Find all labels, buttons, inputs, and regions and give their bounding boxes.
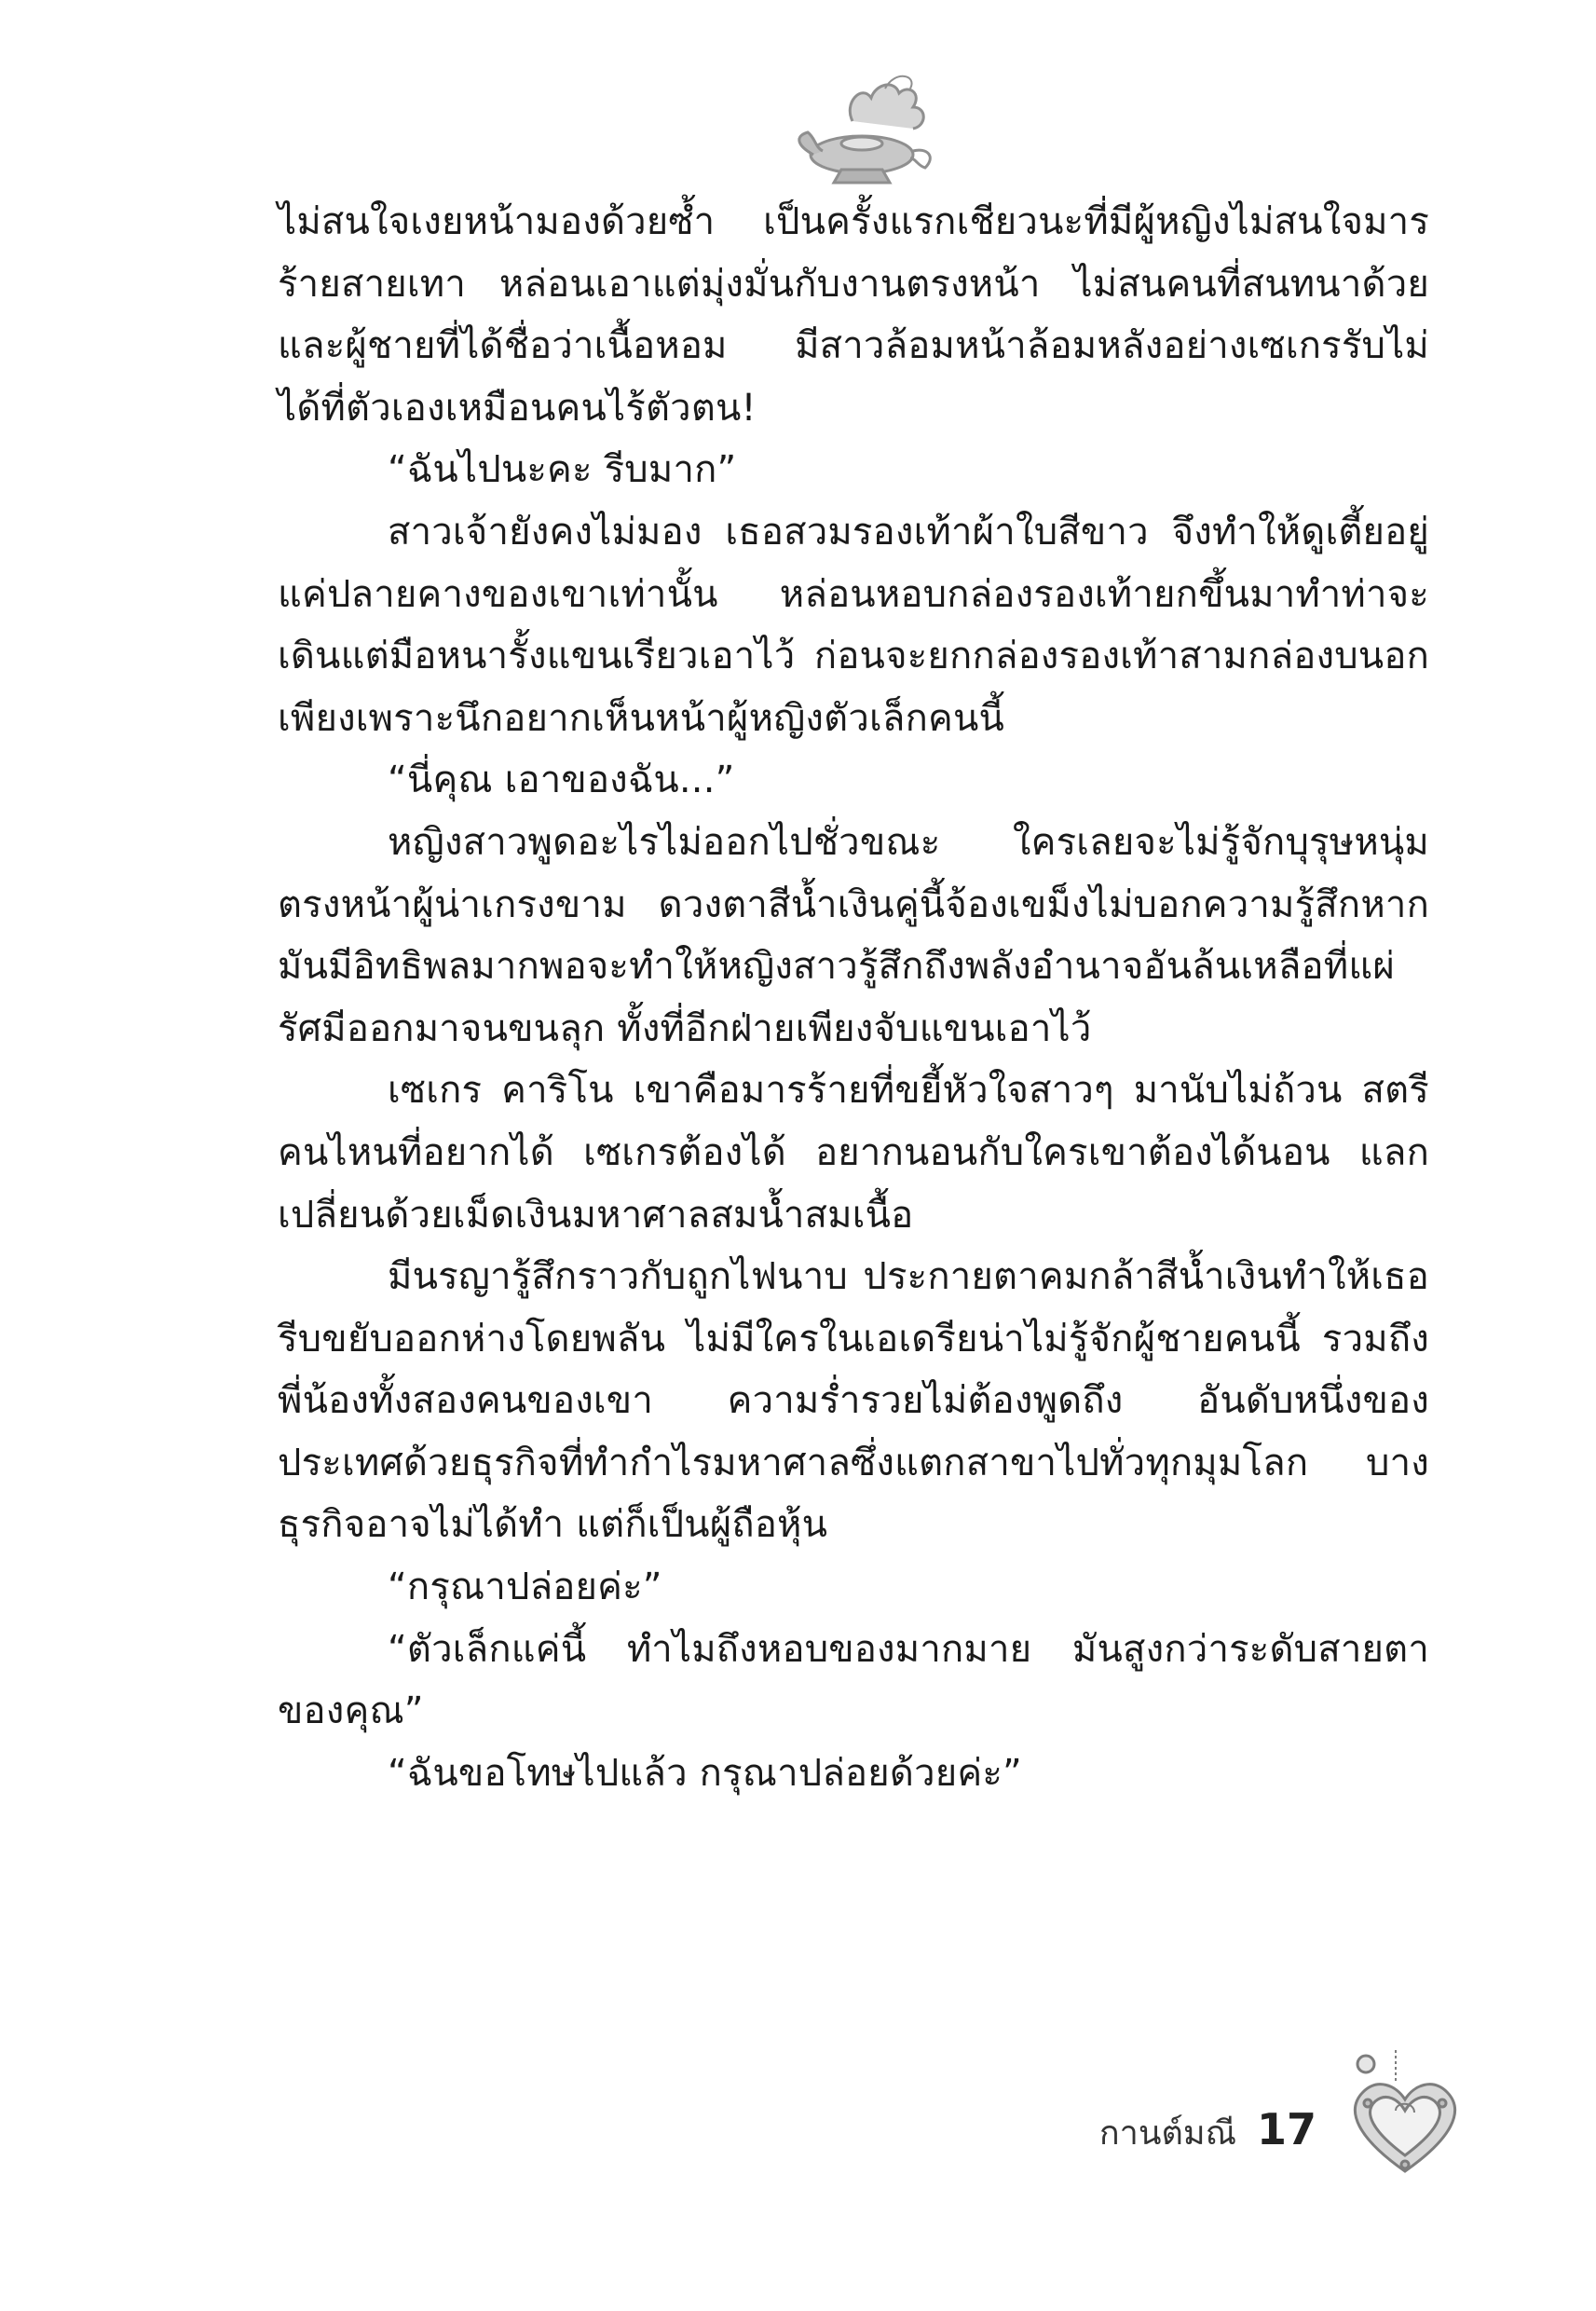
page-number: 17 — [1256, 2104, 1316, 2154]
paragraph: เซเกร คาริโน เขาคือมารร้ายที่ขยี้หัวใจสาวๆ มานับไม่ถ้วน สตรีคนไหนที่อยากได้ เซเกรต้องได้ อยากนอนกับใครเขาต้องได้นอน แลกเปลี่ยนด้วยเม็ดเงินมหาศาลสมน้ำสมเนื้อ — [278, 1069, 1429, 1237]
page-footer — [1099, 2104, 1316, 2159]
chapter-text — [278, 191, 1429, 1804]
dialogue-line: “ฉันไปนะคะ รีบมาก” — [388, 448, 737, 492]
paragraph: ไม่สนใจเงยหน้ามองด้วยซ้ำ เป็นครั้งแรกเชียวนะที่มีผู้หญิงไม่สนใจมารร้ายสายเทา หล่อนเอาแต่มุ่งมั่นกับงานตรงหน้า ไม่สนคนที่สนทนาด้วย และผู้ชายที่ได้ชื่อว่าเนื้อหอม มีสาวล้อมหน้าล้อมหลังอย่างเซเกรรับไม่ได้ที่ตัวเองเหมือนคนไร้ตัวตน! — [278, 200, 1429, 430]
dialogue-line: “ตัวเล็กแค่นี้ ทำไมถึงหอบของมากมาย มันสูงกว่าระดับสายตาของคุณ” — [278, 1627, 1429, 1733]
dialogue-line: “นี่คุณ เอาของฉัน...” — [388, 759, 735, 802]
author-name: กานต์มณี — [1098, 2114, 1236, 2153]
paragraph: มีนรญารู้สึกราวกับถูกไฟนาบ ประกายตาคมกล้าสีน้ำเงินทำให้เธอรีบขยับออกห่างโดยพลัน ไม่มีใครในเอเดรียน่าไม่รู้จักผู้ชายคนนี้ รวมถึงพี่น้องทั้งสองคนของเขา ความร่ำรวยไม่ต้องพูดถึง อันดับหนึ่งของประเทศด้วยธุรกิจที่ทำกำไรมหาศาลซึ่งแตกสาขาไปทั่วทุกมุมโลก บางธุรกิจอาจไม่ได้ทำ แต่ก็เป็นผู้ถือหุ้น — [278, 1255, 1429, 1547]
heart-pendant-icon — [1340, 2045, 1470, 2185]
dialogue-line: “กรุณาปล่อยค่ะ” — [388, 1566, 662, 1609]
paragraph: สาวเจ้ายังคงไม่มอง เธอสวมรองเท้าผ้าใบสีขาว จึงทำให้ดูเตี้ยอยู่แค่ปลายคางของเขาเท่านั้น หล่อนหอบกล่องรองเท้ายกขึ้นมาทำท่าจะเดินแต่มือหนารั้งแขนเรียวเอาไว้ ก่อนจะยกกล่องรองเท้าสามกล่องบนอกเพียงเพราะนึกอยากเห็นหน้าผู้หญิงตัวเล็กคนนี้ — [278, 510, 1429, 740]
paragraph: หญิงสาวพูดอะไรไม่ออกไปชั่วขณะ ใครเลยจะไม่รู้จักบุรุษหนุ่มตรงหน้าผู้น่าเกรงขาม ดวงตาสีน้ำเงินคู่นี้จ้องเขม็งไม่บอกความรู้สึกหากมันมีอิทธิพลมากพอจะทำให้หญิงสาวรู้สึกถึงพลังอำนาจอันล้นเหลือที่แผ่รัศมีออกมาจนขนลุก ทั้งที่อีกฝ่ายเพียงจับแขนเอาไว้ — [278, 820, 1429, 1050]
genie-lamp-icon — [787, 65, 946, 205]
dialogue-line: “ฉันขอโทษไปแล้ว กรุณาปล่อยด้วยค่ะ” — [388, 1751, 1022, 1795]
